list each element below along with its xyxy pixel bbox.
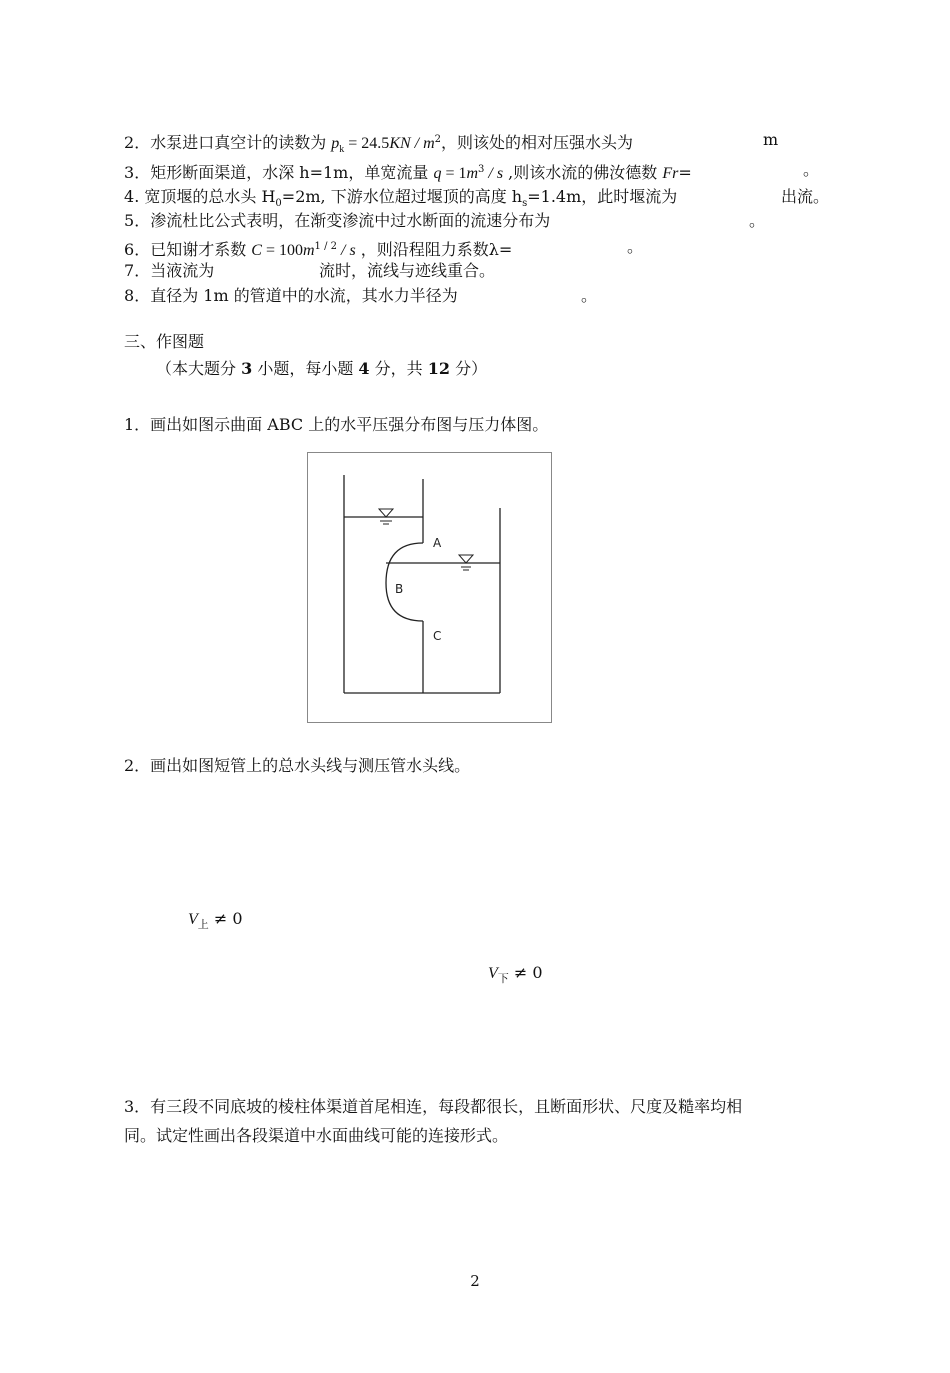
curved-surface-figure bbox=[307, 452, 552, 723]
question-5: 5．渗流杜比公式表明，在渐变渗流中过水断面的流速分布为 bbox=[124, 211, 551, 230]
question-2-tail: m bbox=[763, 130, 779, 149]
figure-svg bbox=[308, 453, 553, 724]
question-2: 2．水泵进口真空计的读数为 $p_k = 24.5KN / m^2$，则该处的相对压强水头为 bbox=[124, 133, 634, 155]
question-8: 8．直径为 1m 的管道中的水流，其水力半径为 bbox=[124, 286, 458, 305]
question-8-tail: 。 bbox=[581, 286, 598, 305]
question-5-tail: 。 bbox=[749, 211, 766, 230]
pressure-var: $p_k$ bbox=[331, 135, 345, 155]
page-number: 2 bbox=[470, 1272, 480, 1290]
label-a: A bbox=[433, 536, 442, 550]
question-3-tail: 。 bbox=[803, 160, 820, 179]
question-6: 6．已知谢才系数 $C = 100m^{1 / 2} / s$ ，则沿程阻力系数λ= bbox=[124, 240, 513, 259]
question-4-tail: 出流。 bbox=[781, 187, 830, 206]
velocity-lower: $V_下 \ne 0$ bbox=[488, 963, 543, 985]
question-3: 3．矩形断面渠道，水深 h=1m，单宽流量 $q = 1m^3 / s$ ,则该水流的佛汝德数 Fr= bbox=[124, 163, 692, 182]
curved-surface-abc bbox=[386, 543, 423, 621]
drawing-question-3-line1: 3．有三段不同底坡的棱柱体渠道首尾相连，每段都很长，且断面形状、尺度及糙率均相 bbox=[124, 1097, 743, 1116]
question-7-post: 流时，流线与迹线重合。 bbox=[319, 261, 496, 280]
label-b: B bbox=[395, 582, 404, 596]
question-7: 7．当液流为 bbox=[124, 261, 215, 280]
question-6-tail: 。 bbox=[627, 237, 644, 256]
label-c: C bbox=[433, 629, 442, 643]
question-4: 4. 宽顶堰的总水头 $H_0=2m$, 下游水位超过堰顶的高度 $h_s=1.4m$，此时堰流为 bbox=[124, 187, 678, 209]
drawing-question-2: 2．画出如图短管上的总水头线与测压管水头线。 bbox=[124, 756, 471, 775]
section-title: 三、作图题 bbox=[124, 332, 205, 351]
velocity-upper: $V_上 \ne 0$ bbox=[188, 909, 243, 931]
drawing-question-3-line2: 同。试定性画出各段渠道中水面曲线可能的连接形式。 bbox=[124, 1126, 509, 1145]
drawing-question-1: 1．画出如图示曲面 ABC 上的水平压强分布图与压力体图。 bbox=[124, 415, 549, 434]
section-note: （本大题分 3 小题，每小题 4 分，共 12 分） bbox=[156, 359, 488, 378]
